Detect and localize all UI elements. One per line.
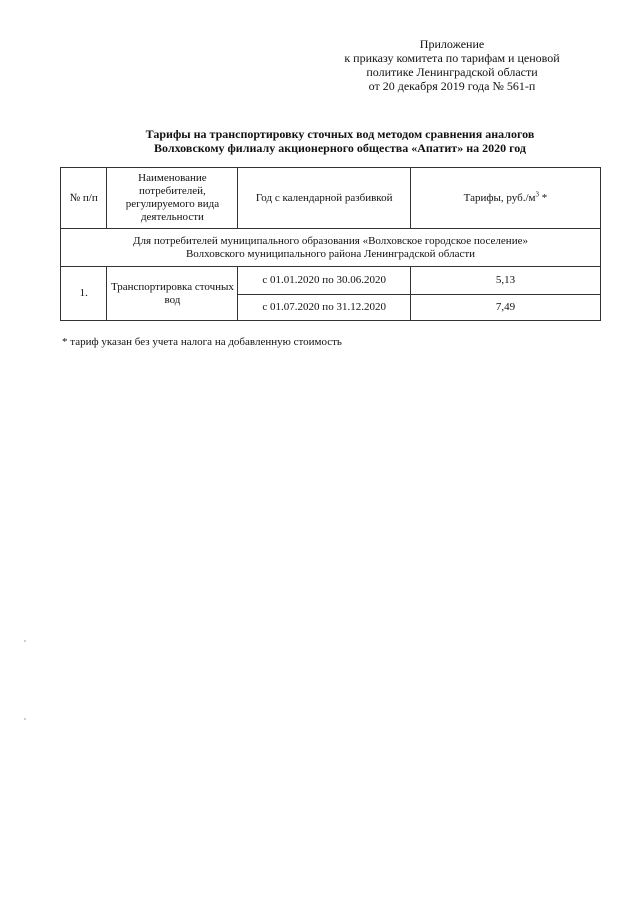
tariff-table [60,167,601,321]
appendix-date-line: от 20 декабря 2019 года № 561-п [368,79,536,93]
scan-dot [24,718,26,720]
appendix-order-line: к приказу комитета по тарифам и ценовой [344,51,560,65]
header-name: Наименование потребителей, регулируемого вида деятельности [107,168,238,229]
document-title [60,127,620,155]
scan-dot [24,640,26,642]
header-tariff [410,168,600,229]
row-num: 1. [61,267,107,321]
vat-footnote: * тариф указан без учета налога на добавленную стоимость [62,336,342,348]
header-tariff-sup: 3 [535,189,539,198]
row-period-1: с 01.01.2020 по 30.06.2020 [238,267,410,295]
row-tariff-1: 5,13 [410,267,600,295]
appendix-label: Приложение [419,37,485,51]
row-tariff-2: 7,49 [410,295,600,321]
table-row [61,267,601,295]
appendix-header [302,37,602,93]
header-tariff-label: Тарифы, руб./м [463,191,536,204]
header-period: Год с календарной разбивкой [238,168,410,229]
table-header-row [61,168,601,229]
consumer-group-line-2: Волховского муниципального района Ленинградской области [185,247,476,260]
row-period-2: с 01.07.2020 по 31.12.2020 [238,295,410,321]
appendix-region-line: политике Ленинградской области [366,65,538,79]
consumer-group-cell [61,229,601,267]
header-tariff-star: * [538,191,548,204]
header-num: № п/п [61,168,107,229]
title-line-2: Волховскому филиалу акционерного общества «Апатит» на 2020 год [154,141,526,155]
consumer-group-line-1: Для потребителей муниципального образования «Волховское городское поселение» [133,234,528,247]
consumer-group-row [61,229,601,267]
title-line-1: Тарифы на транспортировку сточных вод методом сравнения аналогов [145,127,535,141]
row-name: Транспортировка сточных вод [107,267,238,321]
